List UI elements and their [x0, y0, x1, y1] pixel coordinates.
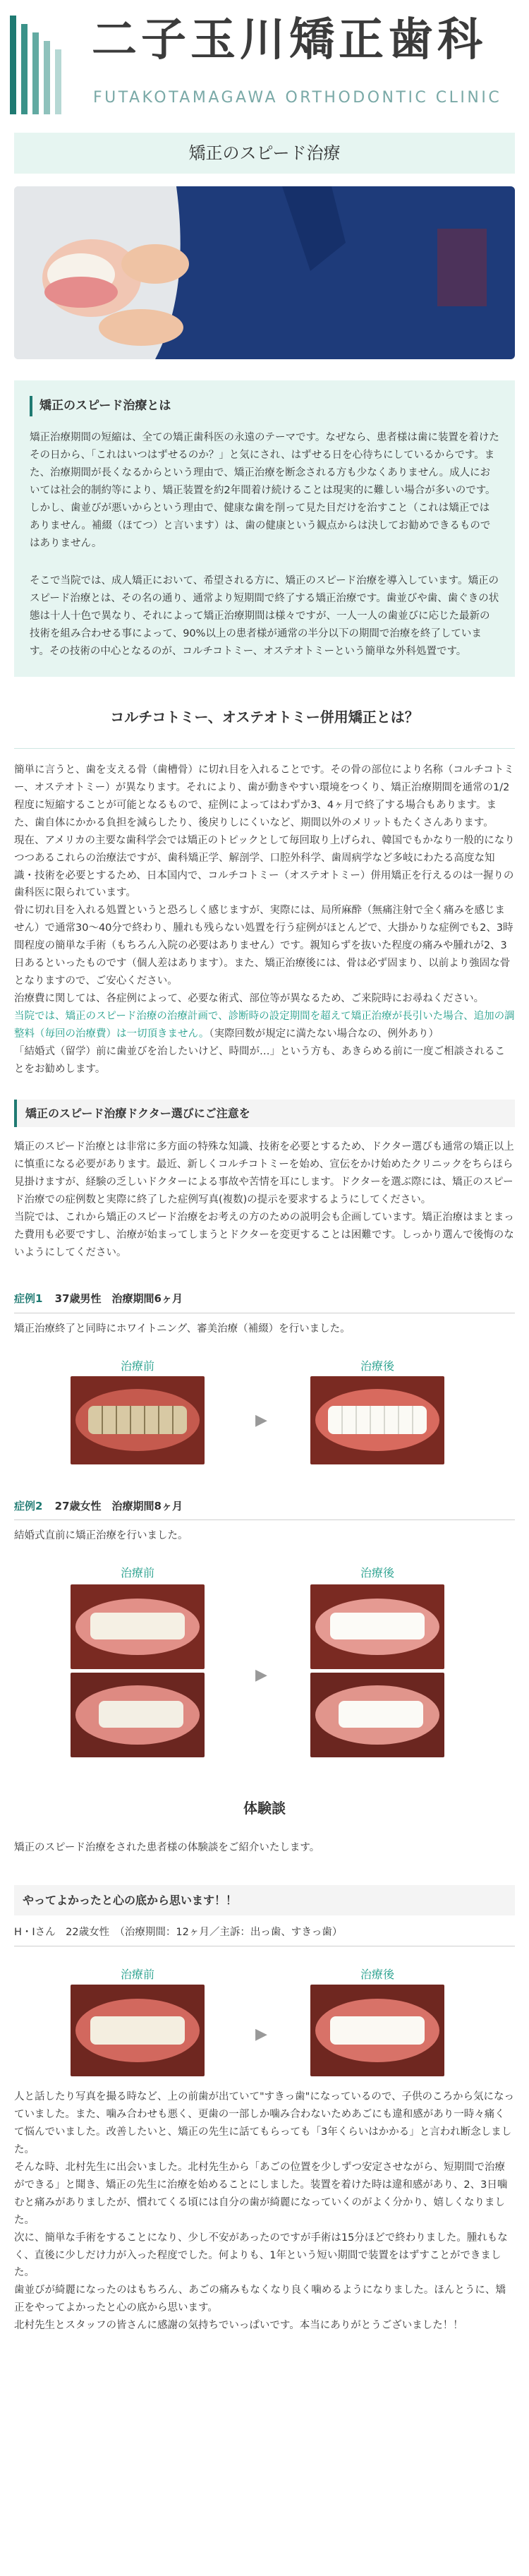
doctor-caution-heading: 矯正のスピード治療ドクター選びにご注意を — [14, 1100, 515, 1128]
case1-heading — [14, 1290, 515, 1313]
testimonial-paragraph: 次に、簡単な手術をすることになり、少し不安があったのですが手術は15分ほどで終わりました。腫れもなく、直後に少しだけ力が入った程度でした。何よりも、1年という短い期間で装置をはずすことができました。 — [14, 2232, 508, 2279]
guarantee-note: （実際回数が規定に満たない場合なの、例外あり） — [209, 1028, 439, 1040]
before-caption: 治療前 — [120, 1968, 154, 1982]
divider — [14, 748, 515, 749]
doctor-with-dental-model-image — [14, 186, 515, 359]
section2-body — [14, 1138, 515, 1262]
case1-info: 37歳男性 治療期間6ヶ月 — [54, 1292, 183, 1305]
intro-paragraph: しかし、歯並びが悪いからという理由で、健康な歯を削って見た目だけを治すこと（これは矯正ではありません。補綴（ほてつ）と言います）は、歯の健康という観点からは決してお勧めできるものではありません。 — [30, 502, 491, 549]
case2-after-photo-front — [310, 1584, 444, 1669]
testimonial-paragraph: そんな時、北村先生に出会いました。北村先生から「あごの位置を少しずつ安定させながら、短期間で治療ができる」と聞き、矯正の先生に治療を始めることにしました。装置を着けた時は違和感があり、2、3日噛むと痛みがありましたが、慣れてくる頃には自分の歯が綺麗になっていくのがよく分かり、嬉しくなりました。 — [14, 2161, 508, 2226]
case2-before-photo-side — [71, 1673, 205, 1757]
section1-paragraph: 「結婚式（留学）前に歯並びを治したいけど、時間が…」という方も、あきらめる前に一度ご相談されることをお勧めします。 — [14, 1045, 505, 1075]
guarantee-text: 当院では、矯正のスピード治療の治療計画で、診断時の設定期間を超えて矯正治療が長引いた場合、追加の調整料（毎回の治療費）は一切頂きません。 — [14, 1011, 515, 1040]
clinic-logo-icon[interactable] — [7, 16, 72, 114]
section1-paragraph: 治療費に関しては、各症例によって、必要な術式、部位等が異なるため、ご来院時にお尋ねください。 — [14, 993, 485, 1005]
after-caption: 治療後 — [360, 1968, 394, 1982]
testimonial-comparison — [0, 1965, 529, 2088]
case2-after-photo-side — [310, 1673, 444, 1757]
before-caption: 治療前 — [120, 1359, 154, 1373]
section-title: コルチコトミー、オステオトミー併用矯正とは？ — [110, 709, 419, 726]
page-title: 矯正のスピード治療 — [14, 133, 515, 174]
case2-before-photo-front — [71, 1584, 205, 1669]
case1-after-photo — [310, 1376, 444, 1464]
intro-box — [14, 380, 515, 677]
case2-info: 27歳女性 治療期間8ヶ月 — [54, 1499, 183, 1512]
testimonial-paragraph: 歯並びが綺麗になったのはもちろん、あごの痛みもなくなり良く噛めるようになりました。ほんとうに、矯正をやってよかったと心の底から思います。 — [14, 2285, 506, 2314]
testimonial-patient: H・Iさん 22歳女性 （治療期間：12ヶ月／主訴：出っ歯、すきっ歯） — [14, 1924, 515, 1946]
case2-heading — [14, 1498, 515, 1521]
section1-paragraph: 骨に切れ目を入れる処置というと恐ろしく感じますが、実際には、局所麻酔（無痛注射で全く痛みを感じません）で通常30〜40分で終わり、腫れも残らない処置を行う症例がほとんどで、大掛かりな症例でも2、3時間程度の簡単な手術（もちろん入院の必要はありません）です。親知らずを抜いた程度の痛みや腫れが2、3日あるといったものです（個人差はあります）。また、矯正治療後には、骨は必ず固まり、以前より強固な骨となりますので、ご安心ください。 — [14, 905, 513, 987]
case2-desc: 結婚式直前に矯正治療を行いました。 — [14, 1530, 188, 1542]
clinic-name[interactable]: 二子玉川矯正歯科 — [92, 13, 487, 66]
section1-paragraph: 簡単に言うと、歯を支える骨（歯槽骨）に切れ目を入れることです。その骨の部位により名称（コルチコトミー、オステオトミー）が異なります。それにより、歯が動きやすい環境をつくり、矯正治療期間を通常の1/2程度に短縮することが可能となるもので、症例によってはわずか3、4ヶ月で終了する場合もあります。また、歯自体にかかる負担を減らしたり、後戻りしにくいなど、期間以外のメリットもたくさんあります。 — [14, 764, 514, 829]
after-caption: 治療後 — [360, 1566, 394, 1580]
case1-comparison — [0, 1356, 529, 1491]
testimonial-heading: やってよかったと心の底から思います！！ — [14, 1885, 515, 1916]
case1-label: 症例1 — [14, 1292, 43, 1305]
clinic-name-en: FUTAKOTAMAGAWA ORTHODONTIC CLINIC — [93, 89, 502, 107]
case1-before-photo — [71, 1376, 205, 1464]
intro-heading: 矯正のスピード治療とは — [30, 396, 499, 416]
after-caption: 治療後 — [360, 1359, 394, 1373]
testimonial-body — [14, 2088, 515, 2335]
arrow-right-icon: ▶ — [255, 1411, 267, 1429]
experience-intro: 矯正のスピード治療をされた患者様の体験談をご紹介いたします。 — [14, 1841, 320, 1853]
intro-paragraph: そこで当院では、成人矯正において、希望される方に、矯正のスピード治療を導入しています。矯正のスピード治療とは、その名の通り、通常より短期間で終了する矯正治療です。歯並びや歯、歯ぐきの状態は十人十色で異なり、それによって矯正治療期間は様々ですが、一人一人の歯並びに応じた最新の技術を組み合わせる事によって、90%以上の患者様が通常の半分以下の期間で治療を終了しています。その技術の中心となるのが、コルチコトミー、オステオトミーという簡単な外科処置です。 — [30, 574, 499, 657]
section1-body — [14, 762, 515, 1078]
hero-image — [14, 186, 515, 359]
case1-desc: 矯正治療終了と同時にホワイトニング、審美治療（補綴）を行いました。 — [14, 1323, 351, 1335]
before-caption: 治療前 — [120, 1566, 154, 1580]
case2-comparison — [0, 1563, 529, 1789]
case2-label: 症例2 — [14, 1499, 43, 1512]
section2-paragraph: 当院では、これから矯正のスピード治療をお考えの方のための説明会も企画しています。矯正治療はまとまった費用も必要ですし、治療が始まってしまうとドクターを変更することは困難です。しっかり選んで後悔のないようにしてください。 — [14, 1212, 514, 1258]
arrow-right-icon: ▶ — [255, 2026, 267, 2044]
testimonial-paragraph: 人と話したり写真を撮る時など、上の前歯が出ていて"すきっ歯"になっているので、子供のころから気になっていました。また、噛み合わせも悪く、更歯の一部しか噛み合わないためあごにも違和感があり一時々痛くて悩んでいました。改善したいと、矯正の先生に話てもらっても「3年くらいはかかる」と言われ断念しました。 — [14, 2091, 515, 2155]
section1-paragraph: 現在、アメリカの主要な歯科学会では矯正のトピックとして毎回取り上げられ、韓国でもかなり一般的になりつつあるこれらの治療法ですが、歯科矯正学、解剖学、口腔外科学、歯周病学など多岐にわたる高度な知識・技術を必要とするため、日本国内で、コルチコトミー（オステオトミー）併用矯正を行えるのは一握りの歯科医に限られています。 — [14, 834, 515, 899]
testimonial-after-photo — [310, 1985, 444, 2076]
section1-note — [14, 1008, 515, 1043]
experience-title: 体験談 — [243, 1800, 286, 1817]
arrow-right-icon: ▶ — [255, 1666, 267, 1685]
site-header — [0, 0, 529, 127]
testimonial-before-photo — [71, 1985, 205, 2076]
section2-paragraph: 矯正のスピード治療とは非常に多方面の特殊な知識、技術を必要とするため、ドクター選びも通常の矯正以上に慎重になる必要があります。最近、新しくコルチコトミーを始め、宣伝をかけ始めたクリニックをちらほら見掛けますが、経験の乏しいドクターによる事故や苦情を耳にします。ドクターを選ぶ際には、矯正のスピード治療での症例数と実際に終了した症例写真(複数)の提示を要求するようにしてください。 — [14, 1141, 514, 1206]
intro-paragraph: 矯正治療期間の短縮は、全ての矯正歯科医の永遠のテーマです。なぜなら、患者様は歯に装置を着けたその日から、「これはいつはずせるのか？」と気にされ、はずせる日を心待ちにしているからです。また、治療期間が長くなるからという理由で、矯正治療を断念される方も少なくありません。成人においては社会的制約等により、矯正装置を約2年間着け続けることは現実的に難しい場合が多いのです。 — [30, 432, 499, 497]
testimonial-paragraph: 北村先生とスタッフの皆さんに感謝の気持ちでいっぱいです。本当にありがとうございました！！ — [14, 2320, 463, 2332]
